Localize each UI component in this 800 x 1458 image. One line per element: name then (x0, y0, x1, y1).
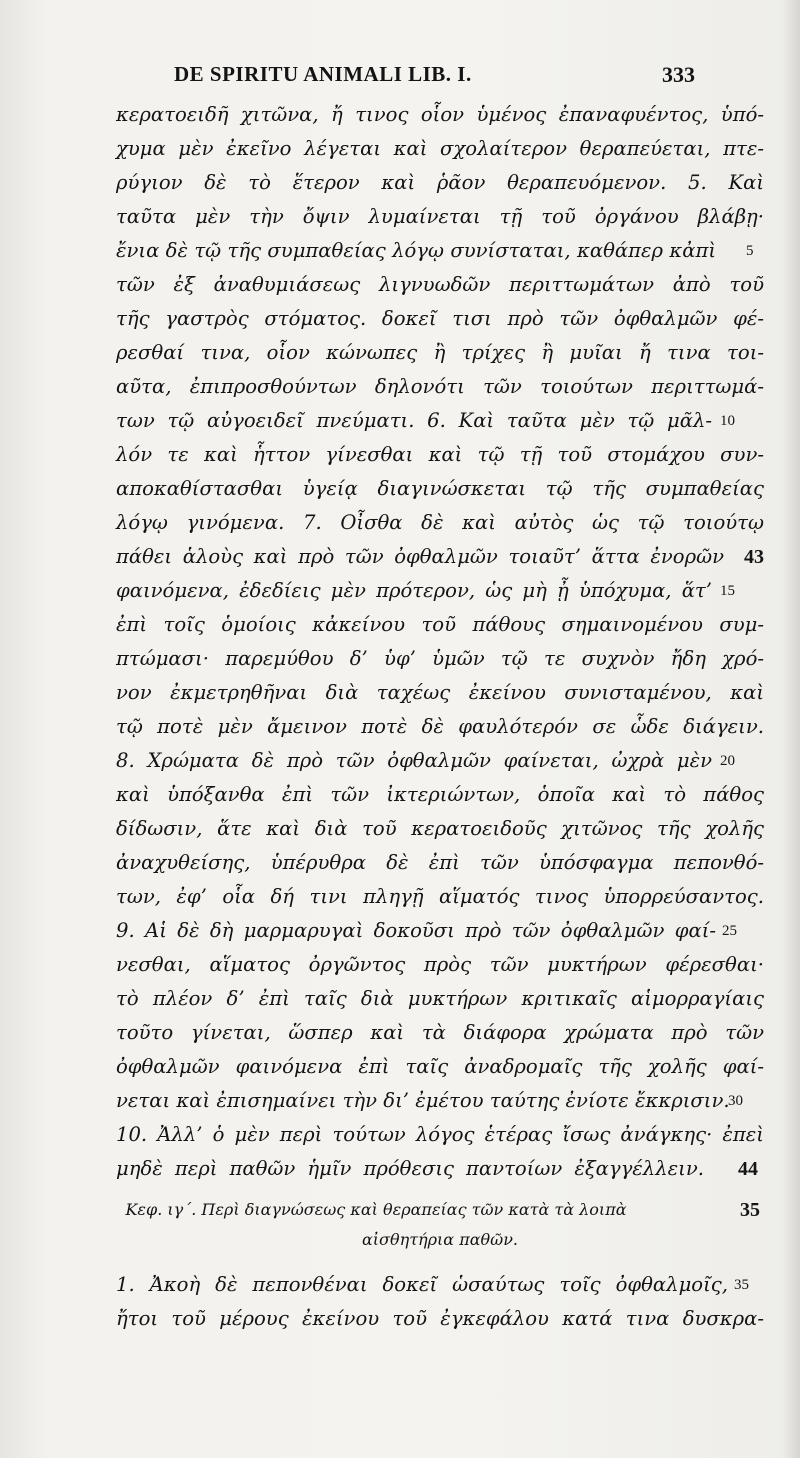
margin-number: 44 (738, 1158, 758, 1180)
page-number: 333 (662, 62, 695, 87)
text-line: δίδωσιν, ἅτε καὶ διὰ τοῦ κερατοειδοῦς χιτῶνος τῆς χολῆς (116, 817, 764, 840)
text-line: λόγῳ γινόμενα. 7. Οἶσθα δὲ καὶ αὐτὸς ὡς τῷ τοιούτῳ (116, 511, 764, 534)
text-line: ἔνια δὲ τῷ τῆς συμπαθείας λόγῳ συνίσταται, καθάπερ κἀπὶ (116, 239, 716, 262)
line-number: 25 (722, 923, 737, 939)
chapter-heading: Κεφ. ιγ΄. Περὶ διαγνώσεως καὶ θεραπείας τῶν κατὰ τὰ λοιπὰ (125, 1200, 627, 1219)
running-head: DE SPIRITU ANIMALI LIB. I. (174, 62, 472, 86)
text-line: των, ἐφ’ οἷα δή τινι πληγῇ αἵματός τινος ὑπορρεύσαντος. (116, 885, 764, 908)
text-line: μηδὲ περὶ παθῶν ἡμῖν πρόθεσις παντοίων ἐξαγγέλλειν. (116, 1157, 704, 1180)
text-line: ρεσθαί τινα, οἷον κώνωπες ἢ τρίχες ἢ μυῖαι ἤ τινα τοι- (116, 341, 764, 364)
page-edge-shadow (782, 0, 800, 1458)
line-number: 15 (720, 583, 735, 599)
text-line: 10. Ἀλλ’ ὁ μὲν περὶ τούτων λόγος ἑτέρας ἴσως ἀνάγκης· ἐπεὶ (116, 1123, 764, 1146)
text-line: αποκαθίστασθαι ὑγείᾳ διαγινώσκεται τῷ τῆς συμπαθείας (116, 477, 764, 500)
text-line: ὀφθαλμῶν φαινόμενα ἐπὶ ταῖς ἀναδρομαῖς τῆς χολῆς φαί- (116, 1055, 764, 1078)
margin-number: 35 (740, 1199, 760, 1221)
text-line: ἀναχυθείσης, ὑπέρυθρα δὲ ἐπὶ τῶν ὑπόσφαγμα πεπονθό- (116, 851, 764, 874)
text-line: τοῦτο γίνεται, ὥσπερ καὶ τὰ διάφορα χρώματα πρὸ τῶν (116, 1021, 764, 1044)
text-line: τῆς γαστρὸς στόματος. δοκεῖ τισι πρὸ τῶν ὀφθαλμῶν φέ- (116, 307, 764, 330)
line-number: 35 (734, 1277, 749, 1293)
text-line: νον ἐκμετρηθῆναι διὰ ταχέως ἐκείνου συνισταμένου, καὶ (116, 681, 764, 704)
text-line: ἐπὶ τοῖς ὁμοίοις κἀκείνου τοῦ πάθους σημαινομένου συμ- (116, 613, 764, 636)
text-line: 1. Ἀκοὴ δὲ πεπονθέναι δοκεῖ ὡσαύτως τοῖς ὀφθαλμοῖς, (116, 1273, 728, 1296)
text-line: πτώμασι· παρεμύθου δ’ ὑφ’ ὑμῶν τῷ τε συχνὸν ἤδη χρό- (116, 647, 764, 670)
text-line: νεται καὶ ἐπισημαίνει τὴν δι’ ἐμέτου ταύτης ἐνίοτε ἔκκρισιν. (116, 1089, 730, 1112)
text-line: καὶ ὑπόξανθα ἐπὶ τῶν ἰκτεριώντων, ὁποῖα καὶ τὸ πάθος (116, 783, 764, 806)
text-line: ἤτοι τοῦ μέρους ἐκείνου τοῦ ἐγκεφάλου κατά τινα δυσκρα- (116, 1307, 764, 1330)
page-header (0, 62, 800, 92)
text-line: κερατοειδῆ χιτῶνα, ἤ τινος οἷον ὑμένος ἐπαναφυέντος, ὑπό- (116, 103, 764, 126)
text-line: χυμα μὲν ἐκεῖνο λέγεται καὶ σχολαίτερον θεραπεύεται, πτε- (116, 137, 764, 160)
text-line: φαινόμενα, ἐδεδίεις μὲν πρότερον, ὡς μὴ ᾖ ὑπόχυμα, ἅτ’ (116, 579, 712, 602)
line-number: 10 (720, 413, 735, 429)
text-line: τὸ πλέον δ’ ἐπὶ ταῖς διὰ μυκτήρων κριτικαῖς αἱμορραγίαις (116, 987, 764, 1010)
text-line: πάθει ἁλοὺς καὶ πρὸ τῶν ὀφθαλμῶν τοιαῦτ’ ἅττα ἐνορῶν (116, 545, 724, 568)
line-number: 5 (746, 243, 754, 259)
text-line: τῷ ποτὲ μὲν ἄμεινον ποτὲ δὲ φαυλότερόν σε ὧδε διάγειν. (116, 715, 764, 738)
line-number: 20 (720, 753, 735, 769)
text-line: ρύγιον δὲ τὸ ἕτερον καὶ ῥᾶον θεραπευόμενον. 5. Καὶ (116, 171, 764, 194)
line-number: 30 (728, 1093, 743, 1109)
text-line: 8. Χρώματα δὲ πρὸ τῶν ὀφθαλμῶν φαίνεται, ὠχρὰ μὲν (116, 749, 712, 772)
text-line: τῶν ἐξ ἀναθυμιάσεως λιγνυωδῶν περιττωμάτων ἀπὸ τοῦ (116, 273, 764, 296)
text-line: νεσθαι, αἵματος ὀργῶντος πρὸς τῶν μυκτήρων φέρεσθαι· (116, 953, 764, 976)
text-line: των τῷ αὐγοειδεῖ πνεύματι. 6. Καὶ ταῦτα μὲν τῷ μᾶλ- (116, 409, 712, 432)
text-line: 9. Αἱ δὲ δὴ μαρμαρυγαὶ δοκοῦσι πρὸ τῶν ὀφθαλμῶν φαί- (116, 919, 716, 942)
text-line: ταῦτα μὲν τὴν ὄψιν λυμαίνεται τῇ τοῦ ὀργάνου βλάβῃ· (116, 205, 764, 228)
text-line: αῦτα, ἐπιπροσθούντων δηλονότι τῶν τοιούτων περιττωμά- (116, 375, 764, 398)
margin-number: 43 (744, 546, 764, 568)
text-line: λόν τε καὶ ἧττον γίνεσθαι καὶ τῷ τῇ τοῦ στομάχου συν- (116, 443, 764, 466)
chapter-heading-continued: αἰσθητήρια παθῶν. (361, 1230, 519, 1249)
